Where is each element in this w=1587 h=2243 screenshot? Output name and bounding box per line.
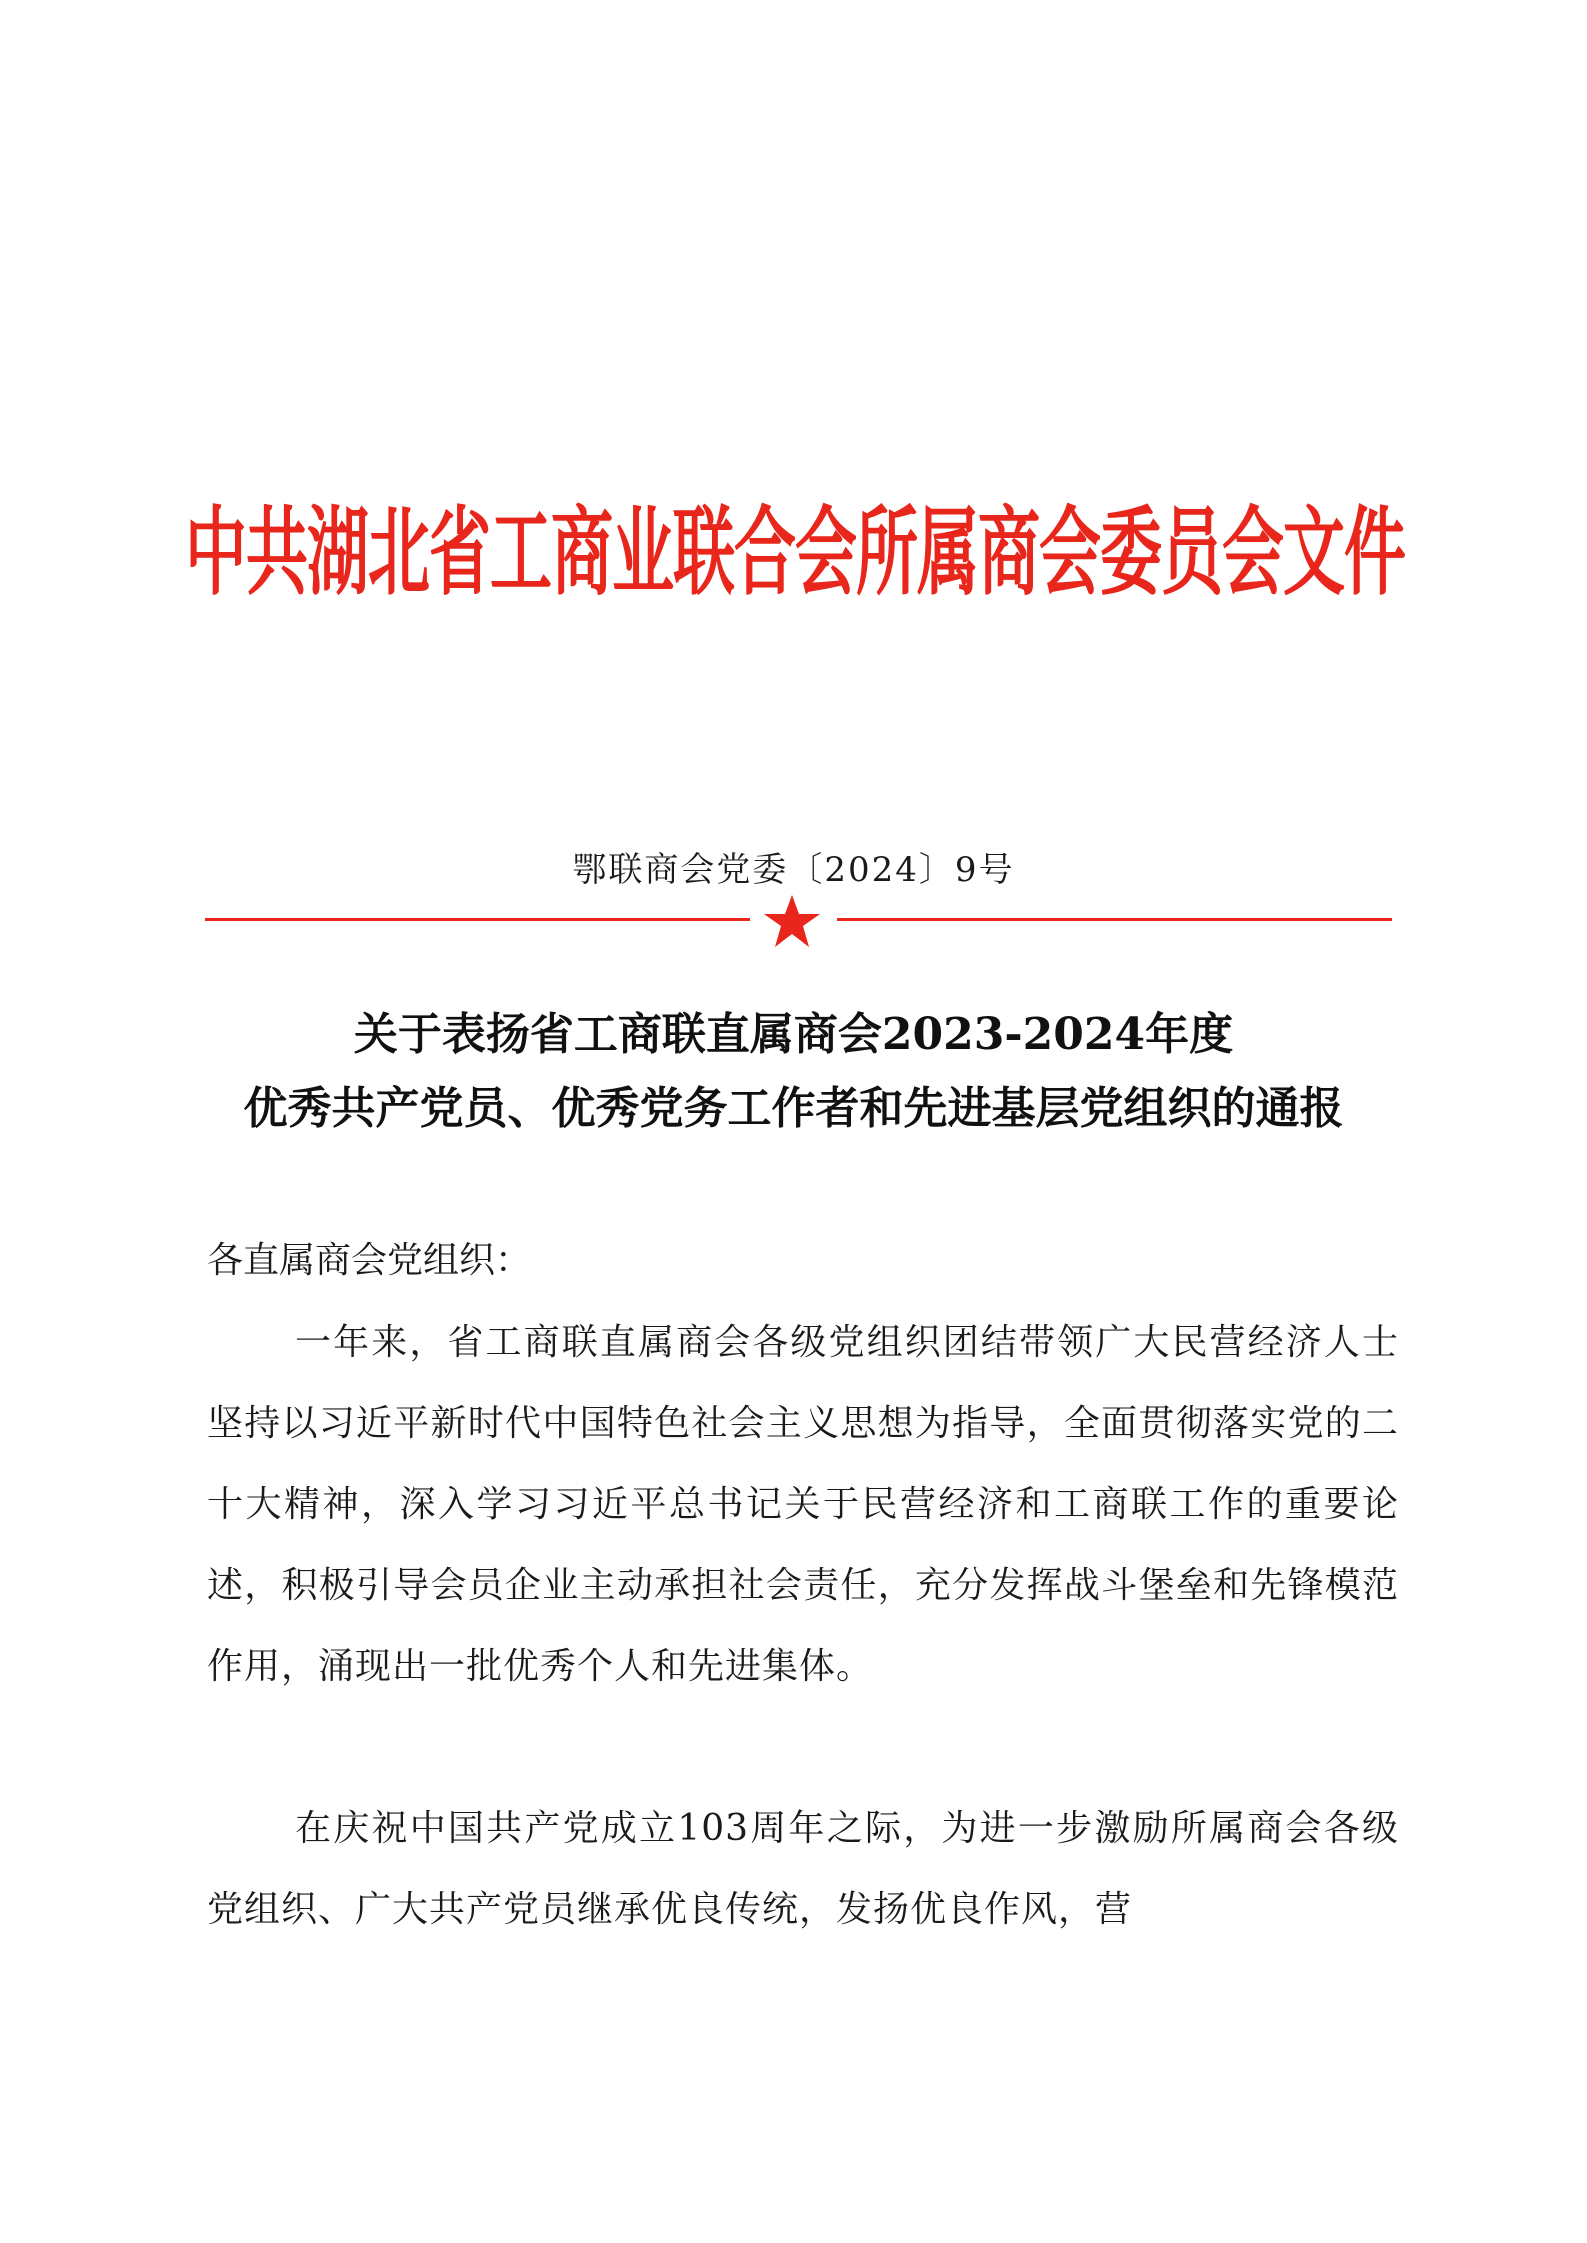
salutation: 各直属商会党组织： — [207, 1240, 532, 1281]
red-divider-right — [837, 918, 1392, 921]
red-divider-left — [205, 918, 750, 921]
document-header-title: 中共湖北省工商业联合会所属商会委员会文件 — [184, 495, 1405, 609]
body-paragraph-2: 在庆祝中国共产党成立103周年之际，为进一步激励所属商会各级党组织、广大共产党员继承优良传统，发扬优良作风，营 — [207, 1808, 1399, 1930]
star-icon — [762, 893, 822, 949]
body-paragraph-1: 一年来，省工商联直属商会各级党组织团结带领广大民营经济人士坚持以习近平新时代中国特色社会主义思想为指导，全面贯彻落实党的二十大精神，深入学习习近平总书记关于民营经济和工商联工作的重要论述，积极引导会员企业主动承担社会责任，充分发挥战斗堡垒和先锋模范作用，涌现出一批优秀个人和先进集体。 — [207, 1322, 1399, 1687]
document-number: 鄂联商会党委〔2024〕9号 — [572, 850, 1015, 890]
notice-title-line-1: 关于表扬省工商联直属商会2023-2024年度 — [353, 1009, 1234, 1060]
notice-title-line-2: 优秀共产党员、优秀党务工作者和先进基层党组织的通报 — [243, 1083, 1344, 1134]
